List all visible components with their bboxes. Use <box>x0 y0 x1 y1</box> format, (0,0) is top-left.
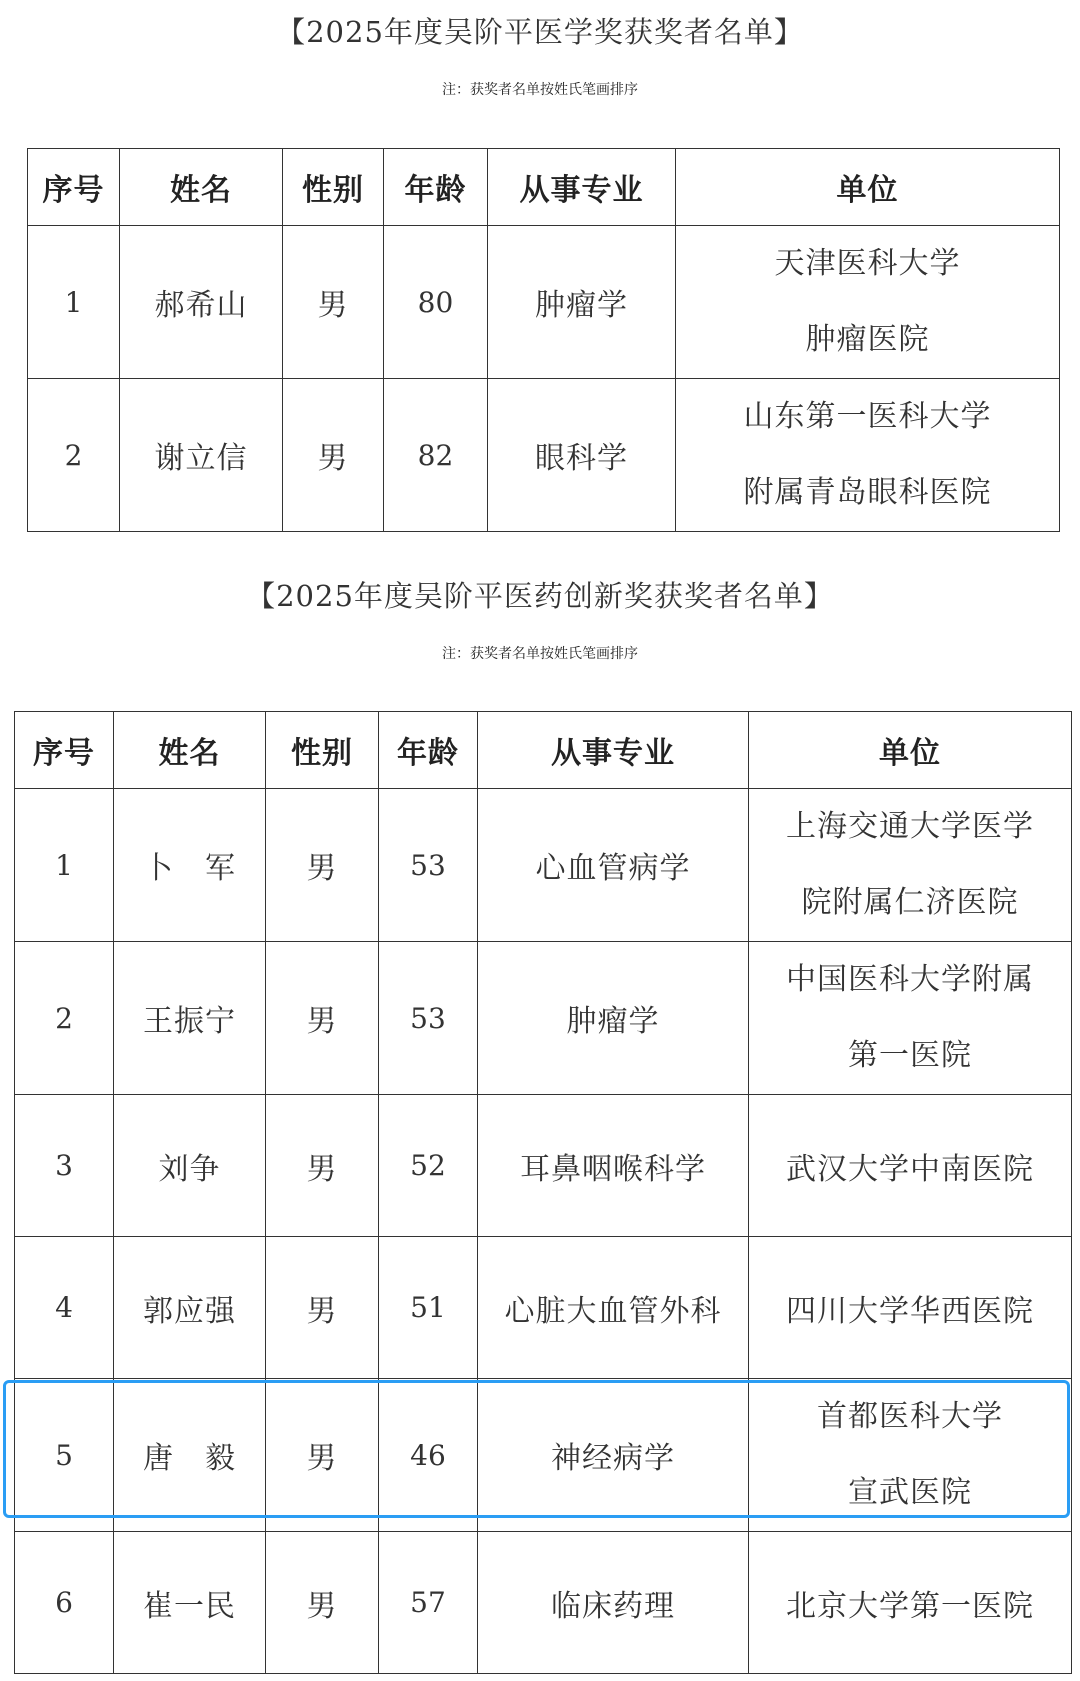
cell-major: 肿瘤学 <box>478 942 749 1095</box>
header-unit: 单位 <box>676 149 1060 226</box>
cell-name: 王振宁 <box>114 942 266 1095</box>
cell-index: 3 <box>15 1095 114 1237</box>
table-row <box>15 942 1072 1095</box>
cell-name: 郭应强 <box>114 1237 266 1379</box>
cell-index: 4 <box>15 1237 114 1379</box>
table-header-row <box>28 149 1060 226</box>
header-gender: 性别 <box>283 149 384 226</box>
header-major: 从事专业 <box>478 712 749 789</box>
unit-line-2: 院附属仁济医院 <box>801 885 1019 920</box>
cell-gender: 男 <box>266 1095 379 1237</box>
header-name: 姓名 <box>114 712 266 789</box>
cell-index: 2 <box>15 942 114 1095</box>
innovation-award-table <box>14 711 1072 1674</box>
unit-line-2: 肿瘤医院 <box>805 322 930 357</box>
cell-age: 46 <box>379 1379 478 1532</box>
table-row <box>15 1532 1072 1674</box>
unit-line-1: 山东第一医科大学 <box>743 399 992 434</box>
cell-index: 1 <box>28 226 120 379</box>
cell-age: 82 <box>384 379 488 532</box>
cell-major: 神经病学 <box>478 1379 749 1532</box>
cell-name: 卜 军 <box>114 789 266 942</box>
cell-age: 53 <box>379 789 478 942</box>
cell-name: 谢立信 <box>120 379 283 532</box>
cell-index: 5 <box>15 1379 114 1532</box>
cell-age: 53 <box>379 942 478 1095</box>
table-header-row <box>15 712 1072 789</box>
table-row-highlighted <box>15 1379 1072 1532</box>
cell-unit <box>676 379 1060 532</box>
header-name: 姓名 <box>120 149 283 226</box>
header-index: 序号 <box>15 712 114 789</box>
unit-line-1: 天津医科大学 <box>774 246 961 281</box>
cell-unit: 武汉大学中南医院 <box>749 1095 1072 1237</box>
header-age: 年龄 <box>379 712 478 789</box>
cell-major: 耳鼻咽喉科学 <box>478 1095 749 1237</box>
cell-index: 2 <box>28 379 120 532</box>
cell-age: 51 <box>379 1237 478 1379</box>
unit-line-2: 附属青岛眼科医院 <box>743 475 992 510</box>
cell-major: 心脏大血管外科 <box>478 1237 749 1379</box>
cell-index: 6 <box>15 1532 114 1674</box>
unit-line-1: 中国医科大学附属 <box>786 962 1034 997</box>
cell-gender: 男 <box>266 1532 379 1674</box>
cell-index: 1 <box>15 789 114 942</box>
cell-major: 肿瘤学 <box>488 226 676 379</box>
table-row <box>15 1095 1072 1237</box>
award-title-medical: 【2025年度吴阶平医学奖获奖者名单】 <box>276 15 804 49</box>
medical-award-table <box>27 148 1060 532</box>
cell-age: 80 <box>384 226 488 379</box>
cell-name: 唐 毅 <box>114 1379 266 1532</box>
cell-gender: 男 <box>266 1379 379 1532</box>
unit-line-2: 第一医院 <box>848 1038 972 1073</box>
cell-unit <box>749 1379 1072 1532</box>
unit-line-1: 上海交通大学医学 <box>786 809 1034 844</box>
header-major: 从事专业 <box>488 149 676 226</box>
sort-note: 注：获奖者名单按姓氏笔画排序 <box>442 646 638 662</box>
cell-unit <box>749 942 1072 1095</box>
cell-gender: 男 <box>283 226 384 379</box>
cell-unit: 四川大学华西医院 <box>749 1237 1072 1379</box>
header-age: 年龄 <box>384 149 488 226</box>
cell-age: 57 <box>379 1532 478 1674</box>
award-title-innovation: 【2025年度吴阶平医药创新奖获奖者名单】 <box>246 579 834 613</box>
cell-gender: 男 <box>266 789 379 942</box>
cell-name: 刘争 <box>114 1095 266 1237</box>
cell-major: 眼科学 <box>488 379 676 532</box>
table-row <box>15 1237 1072 1379</box>
sort-note: 注：获奖者名单按姓氏笔画排序 <box>442 82 638 98</box>
cell-unit <box>676 226 1060 379</box>
cell-unit: 北京大学第一医院 <box>749 1532 1072 1674</box>
cell-major: 心血管病学 <box>478 789 749 942</box>
header-index: 序号 <box>28 149 120 226</box>
header-gender: 性别 <box>266 712 379 789</box>
cell-unit <box>749 789 1072 942</box>
cell-gender: 男 <box>266 1237 379 1379</box>
header-unit: 单位 <box>749 712 1072 789</box>
unit-line-1: 首都医科大学 <box>817 1399 1003 1434</box>
cell-gender: 男 <box>266 942 379 1095</box>
table-row <box>28 379 1060 532</box>
cell-gender: 男 <box>283 379 384 532</box>
cell-age: 52 <box>379 1095 478 1237</box>
cell-major: 临床药理 <box>478 1532 749 1674</box>
unit-line-2: 宣武医院 <box>848 1475 972 1510</box>
table-row <box>28 226 1060 379</box>
cell-name: 郝希山 <box>120 226 283 379</box>
table-row <box>15 789 1072 942</box>
cell-name: 崔一民 <box>114 1532 266 1674</box>
